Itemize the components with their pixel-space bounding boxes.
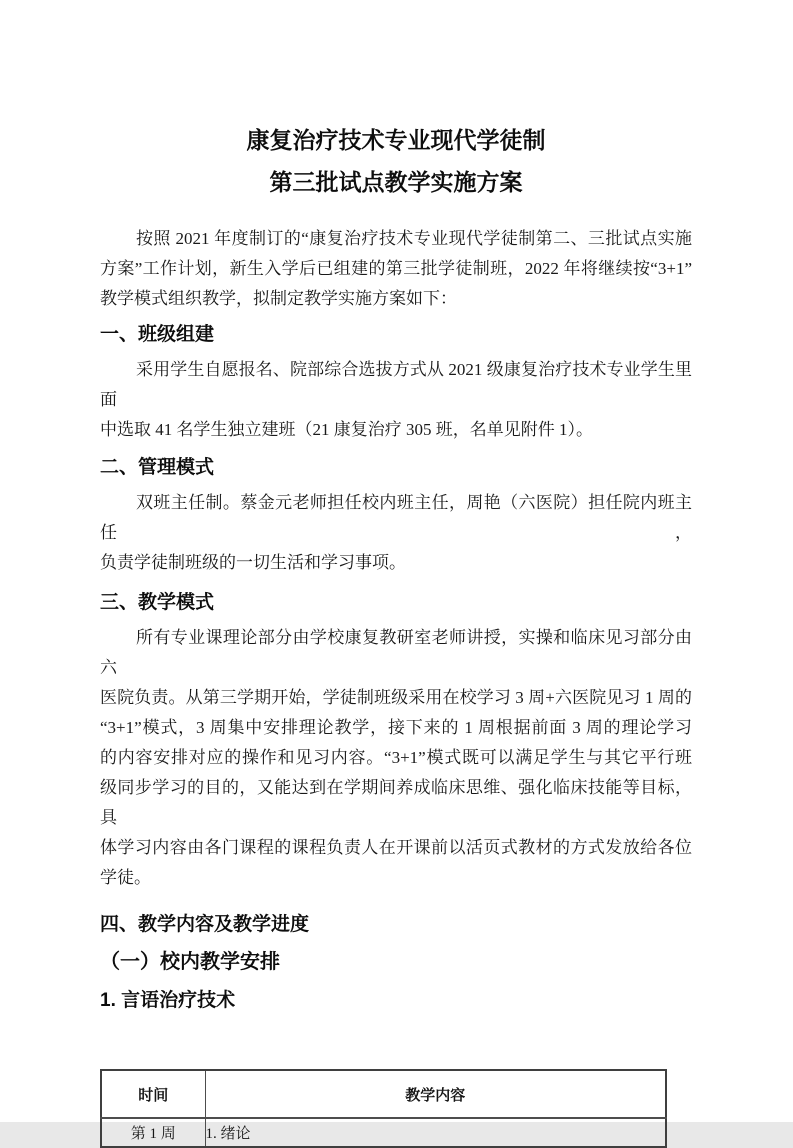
subsection-heading-on-campus-teaching: （一）校内教学安排: [100, 951, 280, 973]
section-title: 教学内容及教学进度: [138, 914, 310, 935]
table-header-time: 时间: [101, 1070, 205, 1118]
text-line: 的内容安排对应的操作和见习内容。“3+1”模式既可以满足学生与其它平行班: [100, 748, 692, 767]
title-line-1: 康复治疗技术专业现代学徒制: [246, 127, 546, 153]
section-number: 一、: [100, 324, 139, 345]
text-line: 级同步学习的目的，又能达到在学期间养成临床思维、强化临床技能等目标，具: [100, 778, 692, 827]
section-number: 二、: [100, 457, 139, 478]
section-paragraph-class-formation: [100, 355, 692, 445]
table-header-row: [101, 1070, 666, 1118]
section-title: 班级组建: [138, 324, 215, 345]
section-paragraph-teaching-mode: [100, 623, 692, 893]
table-header-teaching-content: 教学内容: [205, 1070, 666, 1118]
section-title: 管理模式: [138, 457, 215, 478]
text-line: 中选取 41 名学生独立建班（21 康复治疗 305 班，名单见附件 1）。: [100, 420, 593, 439]
section-number: 四、: [100, 914, 139, 935]
section-heading-class-formation: [100, 320, 692, 350]
section-paragraph-management-mode: [100, 488, 692, 578]
text-line: 所有专业课理论部分由学校康复教研室老师讲授，实操和临床见习部分由六: [100, 628, 692, 677]
table-row: [101, 1118, 666, 1147]
document-content: [100, 0, 692, 1148]
text-line: 双班主任制。蔡金元老师担任校内班主任，周艳（六医院）担任院内班主任，: [100, 493, 692, 542]
section-title: 教学模式: [138, 592, 215, 613]
section-number: 三、: [100, 592, 139, 613]
section-heading-teaching-mode: [100, 588, 692, 618]
teaching-schedule-table: [100, 1069, 667, 1148]
text-line: 方案”工作计划，新生入学后已组建的第三批学徒制班，2022 年将继续按“3+1”: [100, 259, 692, 278]
text-line: 负责学徒制班级的一切生活和学习事项。: [100, 553, 406, 572]
intro-paragraph: [100, 224, 692, 314]
section-heading-teaching-content: [100, 910, 692, 940]
text-line: 采用学生自愿报名、院部综合选拔方式从 2021 级康复治疗技术专业学生里面: [100, 360, 692, 409]
title-line-2: 第三批试点教学实施方案: [269, 169, 523, 195]
text-line: 按照 2021 年度制订的“康复治疗技术专业现代学徒制第二、三批试点实施: [136, 229, 692, 248]
table-cell-week: 第 1 周: [101, 1118, 205, 1147]
text-line: 教学模式组织教学，拟制定教学实施方案如下：: [100, 289, 457, 308]
course-heading-speech-therapy: 1. 言语治疗技术: [100, 990, 236, 1011]
text-line: “3+1”模式，3 周集中安排理论教学，接下来的 1 周根据前面 3 周的理论学习: [100, 718, 692, 737]
text-line: 医院负责。从第三学期开始，学徒制班级采用在校学习 3 周+六医院见习 1 周的: [100, 688, 692, 707]
text-line: 学徒。: [100, 868, 151, 887]
text-line: 体学习内容由各门课程的课程负责人在开课前以活页式教材的方式发放给各位: [100, 838, 692, 857]
table-cell-content: 1. 绪论: [205, 1118, 666, 1147]
section-heading-management-mode: [100, 453, 692, 483]
document-title: [100, 119, 692, 203]
